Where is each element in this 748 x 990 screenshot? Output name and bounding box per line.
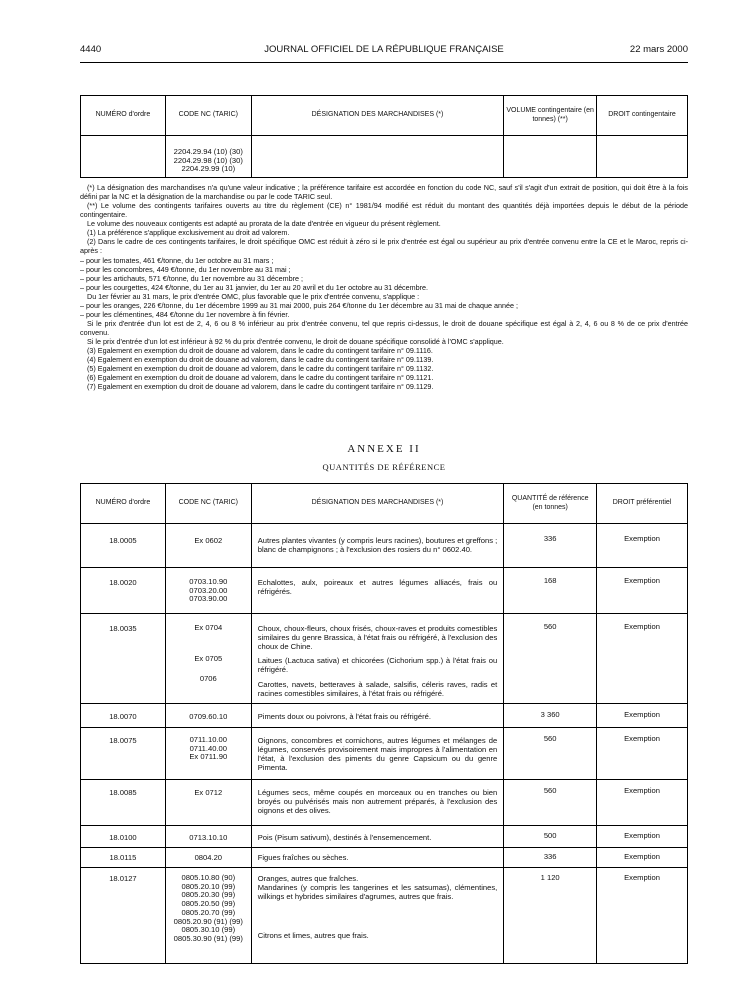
note: Du 1er février au 31 mars, le prix d'entrée OMC, plus favorable que le prix d'entrée convenu, s'applique :: [87, 291, 420, 301]
quantity: 560: [504, 728, 597, 780]
code: 0711.40.00: [189, 743, 228, 753]
note: – pour les courgettes, 424 €/tonne, du 1er au 31 janvier, du 1er au 20 avril et du 1er octobre au 31 décembre.: [80, 282, 429, 292]
note: – pour les concombres, 449 €/tonne, du 1er novembre au 31 mai ;: [80, 264, 291, 274]
droit: Exemption: [597, 704, 688, 728]
code-cell: [165, 136, 251, 178]
note: – pour les clémentines, 484 €/tonne du 1er novembre à fin février.: [80, 309, 290, 319]
designation: Choux, choux-fleurs, choux frisés, choux-raves et produits comestibles similaires du genre Brassica, à l'état frais ou réfrigéré, à l'exclusion des choux de Chine.: [257, 624, 498, 652]
table-row: [81, 826, 688, 848]
droit: Exemption: [597, 868, 688, 964]
note: (6) Egalement en exemption du droit de douane ad valorem, dans le cadre du contingent tarifaire n° 09.1121.: [87, 373, 434, 383]
code: 0709.60.10: [165, 704, 251, 728]
code: 0711.10.00: [189, 735, 228, 744]
note: (**) Le volume des contingents tarifaires ouverts au titre du règlement (CE) n° 1981/94 modifié est réduit du montant des quantités déjà importées depuis le début de la période contingentaire.: [80, 201, 688, 220]
code: Ex 0602: [165, 524, 251, 568]
droit: Exemption: [597, 728, 688, 780]
quantity: 168: [504, 568, 597, 614]
row-number: 18.0085: [81, 780, 166, 826]
designation: Oranges, autres que fraîches.: [257, 874, 359, 883]
row-number: 18.0020: [81, 568, 166, 614]
designation: Carottes, navets, betteraves à salade, salsifis, céleris raves, radis et racines comestibles similaires, à l'état frais ou réfrigéré.: [257, 679, 498, 698]
note: Si le prix d'entrée d'un lot est inférieur à 92 % du prix d'entrée convenu, le droit de douane spécifique consolidé à l'OMC s'applique.: [87, 337, 504, 347]
designation: Laitues (Lactuca sativa) et chicorées (Cichorium spp.) à l'état frais ou réfrigéré.: [257, 656, 498, 675]
note: (3) Egalement en exemption du droit de douane ad valorem, dans le cadre du contingent tarifaire n° 09.1116.: [87, 346, 433, 356]
table-row: [81, 848, 688, 868]
table-row: [81, 136, 688, 178]
table-row: [81, 568, 688, 614]
designation: Mandarines (y compris les tangerines et les satsumas), clémentines, wilkings et hybrides similaires d'agrumes, autres que frais.: [257, 883, 498, 902]
page-date: 22 mars 2000: [629, 44, 688, 55]
code: 0703.10.90: [189, 577, 228, 586]
note: – pour les oranges, 226 €/tonne, du 1er décembre 1999 au 31 mai 2000, puis 264 €/tonne du 1er décembre au 31 mai de chaque année ;: [80, 300, 518, 310]
annexe-title: ANNEXE II: [347, 443, 421, 455]
note: (4) Egalement en exemption du droit de douane ad valorem, dans le cadre du contingent tarifaire n° 09.1139.: [87, 355, 434, 365]
droit: Exemption: [597, 568, 688, 614]
note: Si le prix d'entrée d'un lot est de 2, 4, 6 ou 8 % inférieur au prix d'entrée convenu, tel que repris ci-dessus, le droit de douane spécifique est égal à 2, 4, 6 ou 8 % de ce prix d'entrée convenu.: [80, 318, 688, 337]
note: (7) Egalement en exemption du droit de douane ad valorem, dans le cadre du contingent tarifaire n° 09.1129.: [87, 382, 434, 392]
quantity: 560: [504, 780, 597, 826]
code: Ex 0705: [194, 653, 223, 663]
footnotes: [80, 183, 688, 391]
col-numero: NUMÉRO d'ordre: [81, 96, 166, 136]
table-row: [81, 868, 688, 964]
designation: Légumes secs, même coupés en morceaux ou en tranches ou bien broyés ou pulvérisés mais non autrement préparés, à l'exclusion des oignons et des olives.: [251, 780, 504, 826]
reference-table: [80, 483, 688, 964]
designation: Piments doux ou poivrons, à l'état frais ou réfrigéré.: [251, 704, 504, 728]
droit: Exemption: [597, 524, 688, 568]
col-volume: VOLUME contingentaire (en tonnes) (**): [504, 96, 597, 136]
row-number: 18.0100: [81, 826, 166, 848]
col-droit: DROIT contingentaire: [597, 96, 688, 136]
code: 2204.29.99 (10): [181, 164, 236, 174]
code: 0713.10.10: [165, 826, 251, 848]
code: Ex 0712: [165, 780, 251, 826]
note: (2) Dans le cadre de ces contingents tarifaires, le droit spécifique OMC est réduit à zéro si le prix d'entrée est égal ou supérieur au prix d'entrée convenu entre la CE et le Maroc, repris ci-après :: [80, 237, 688, 256]
designation: Pois (Pisum sativum), destinés à l'ensemencement.: [251, 826, 504, 848]
designation: Echalottes, aulx, poireaux et autres légumes alliacés, frais ou réfrigérés.: [251, 568, 504, 614]
code: 0703.90.00: [189, 594, 228, 604]
col-droit: DROIT préférentiel: [597, 484, 688, 524]
quantity: 336: [504, 524, 597, 568]
code: 0805.20.70 (99): [181, 907, 236, 917]
note: – pour les tomates, 461 €/tonne, du 1er octobre au 31 mars ;: [80, 255, 274, 265]
row-number: 18.0115: [81, 848, 166, 868]
row-number: 18.0127: [81, 868, 166, 964]
row-number: 18.0035: [81, 614, 166, 704]
note: – pour les artichauts, 571 €/tonne, du 1er novembre au 31 décembre ;: [80, 273, 303, 283]
note: (1) La préférence s'applique exclusivement au droit ad valorem.: [87, 228, 290, 238]
code: 0805.10.80 (90): [181, 873, 236, 882]
table-row: [81, 614, 688, 704]
table-row: [81, 780, 688, 826]
droit: Exemption: [597, 780, 688, 826]
designation: Oignons, concombres et cornichons, autres légumes et mélanges de légumes, conservés provisoirement mais impropres à l'alimentation en l'état, à l'exclusion des piments du genre Capsicum ou du genre Pimenta.: [251, 728, 504, 780]
code: Ex 0711.90: [189, 752, 228, 762]
droit: Exemption: [597, 848, 688, 868]
note: (5) Egalement en exemption du droit de douane ad valorem, dans le cadre du contingent tarifaire n° 09.1132.: [87, 364, 434, 374]
page-number: 4440: [80, 44, 102, 55]
contingent-table: [80, 95, 688, 178]
droit: Exemption: [597, 826, 688, 848]
quantity: 500: [504, 826, 597, 848]
row-number: 18.0070: [81, 704, 166, 728]
code: 0703.20.00: [189, 585, 228, 595]
code: 0805.30.90 (91) (99): [173, 934, 243, 944]
journal-title: JOURNAL OFFICIEL DE LA RÉPUBLIQUE FRANÇAISE: [264, 44, 504, 55]
quantity: 3 360: [504, 704, 597, 728]
designation: Figues fraîches ou sèches.: [251, 848, 504, 868]
annexe-subtitle: QUANTITÉS DE RÉFÉRENCE: [322, 462, 446, 472]
col-code: CODE NC (TARIC): [165, 484, 251, 524]
note: (*) La désignation des marchandises n'a qu'une valeur indicative ; la préférence tarifaire est accordée en fonction du code NC, sauf s'il s'agit d'un extrait de position, qui doit être à la fois défini par la NC et la désignation de la marchandise ou par le code TARIC seul.: [80, 183, 688, 202]
code: 2204.29.98 (10) (30): [173, 155, 243, 165]
code: 0804.20: [165, 848, 251, 868]
quantity: 336: [504, 848, 597, 868]
table-row: [81, 728, 688, 780]
col-designation: DÉSIGNATION DES MARCHANDISES (*): [251, 484, 504, 524]
quantity: 1 120: [504, 868, 597, 964]
designation: Citrons et limes, autres que frais.: [257, 931, 369, 941]
row-number: 18.0005: [81, 524, 166, 568]
code: 0805.30.10 (99): [181, 925, 236, 935]
quantity: 560: [504, 614, 597, 704]
droit: Exemption: [597, 614, 688, 704]
col-code: CODE NC (TARIC): [165, 96, 251, 136]
col-numero: NUMÉRO d'ordre: [81, 484, 166, 524]
col-designation: DÉSIGNATION DES MARCHANDISES (*): [251, 96, 503, 136]
header-rule: [80, 62, 688, 63]
code: 0805.20.90 (91) (99): [173, 916, 243, 926]
col-quantite: QUANTITÉ de référence (en tonnes): [504, 484, 597, 524]
code: 0805.20.50 (99): [181, 899, 236, 909]
note: Le volume des nouveaux contigents est adapté au prorata de la date d'entrée en vigueur du présent règlement.: [87, 219, 441, 229]
table-row: [81, 524, 688, 568]
code: Ex 0704: [194, 623, 223, 632]
row-number: 18.0075: [81, 728, 166, 780]
code: 0805.20.30 (99): [181, 890, 236, 900]
table-row: [81, 704, 688, 728]
code: 0805.20.10 (99): [181, 881, 236, 891]
code: 0706: [199, 674, 217, 684]
code: 2204.29.94 (10) (30): [173, 146, 243, 156]
designation: Autres plantes vivantes (y compris leurs racines), boutures et greffons ; blanc de champignons ; à l'exclusion des rosiers du n° 0602.40.: [251, 524, 504, 568]
